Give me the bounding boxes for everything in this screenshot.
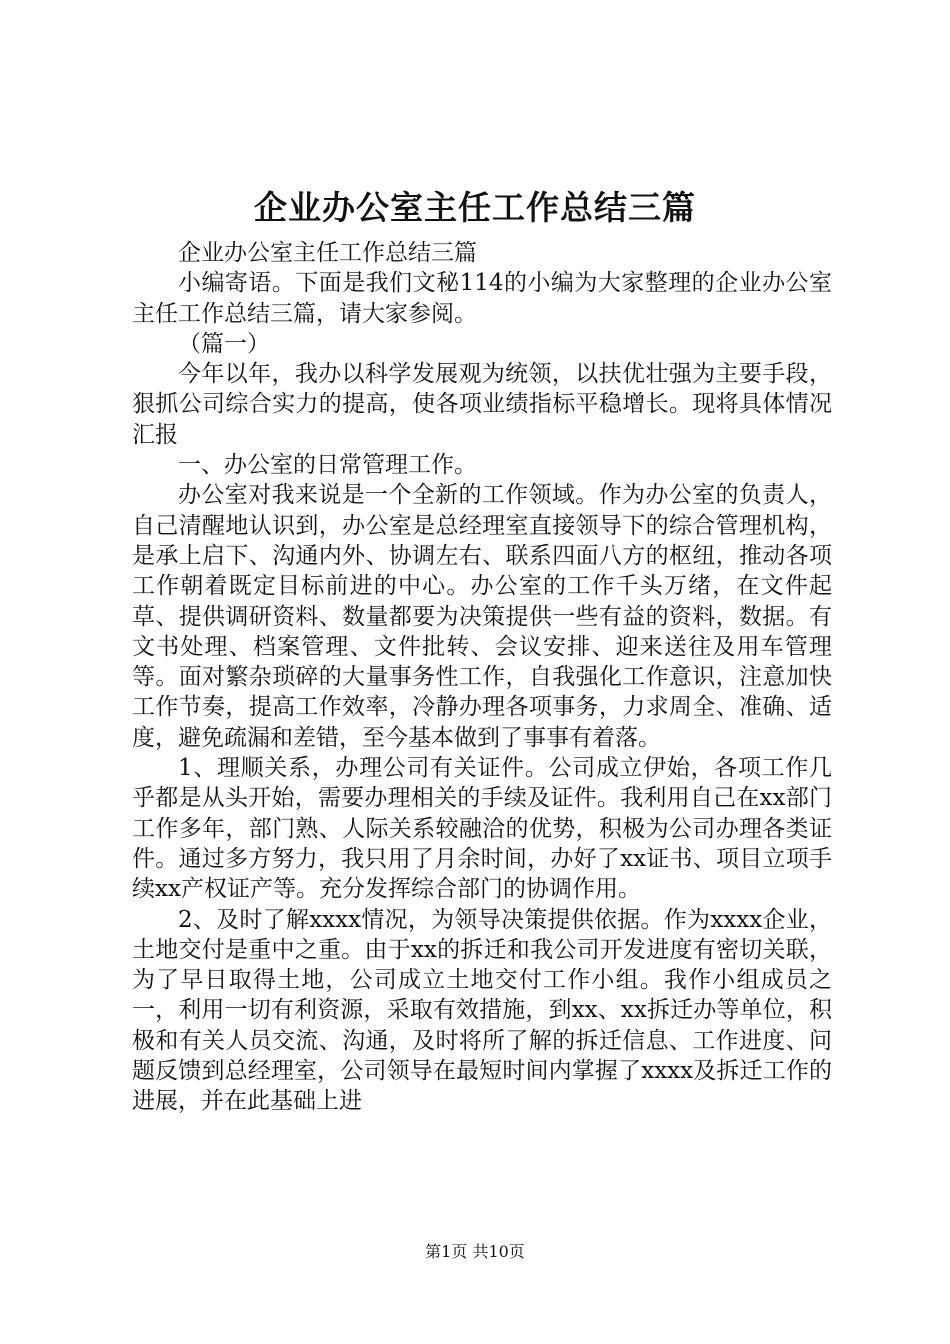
paragraph-intro: 今年以年，我办以科学发展观为统领，以扶优壮强为主要手段，狠抓公司综合实力的提高，使各项业绩指标平稳增长。现将具体情况汇报 — [132, 361, 832, 448]
paragraph-editor-note: 小编寄语。下面是我们文秘114的小编为大家整理的企业办公室主任工作总结三篇，请大家参阅。 — [132, 270, 832, 327]
paragraph-part-one-heading: （篇一） — [178, 330, 270, 357]
paragraph-subtitle: 企业办公室主任工作总结三篇 — [178, 240, 477, 266]
page-number: 第1页 共10页 — [425, 1242, 525, 1261]
document-title: 企业办公室主任工作总结三篇 — [254, 188, 696, 227]
paragraph-section-heading: 一、办公室的日常管理工作。 — [178, 452, 477, 479]
paragraph-office-duties: 办公室对我来说是一个全新的工作领域。作为办公室的负责人，自己清醒地认识到，办公室是总经理室直接领导下的综合管理机构，是承上启下、沟通内外、协调左右、联系四面八方的枢纽，推动各项工作朝着既定目标前进的中心。办公室的工作千头万绪，在文件起草、提供调研资料、数量都要为决策提供一些有益的资料，数据。有文书处理、档案管理、文件批转、会议安排、迎来送往及用车管理等。面对繁杂琐碎的大量事务性工作，自我强化工作意识，注意加快工作节奏，提高工作效率，冷静办理各项事务，力求周全、准确、适度，避免疏漏和差错，至今基本做到了事事有着落。 — [132, 482, 832, 751]
paragraph-item-1: 1、理顺关系，办理公司有关证件。公司成立伊始，各项工作几乎都是从头开始，需要办理相关的手续及证件。我利用自己在xx部门工作多年，部门熟、人际关系较融洽的优势，积极为公司办理各类证件。通过多方努力，我只用了月余时间，办好了xx证书、项目立项手续xx产权证产等。充分发挥综合部门的协调作用。 — [132, 755, 832, 903]
document-body — [132, 238, 832, 1117]
paragraph-item-2: 2、及时了解xxxx情况，为领导决策提供依据。作为xxxx企业，土地交付是重中之重。由于xx的拆迁和我公司开发进度有密切关联，为了早日取得土地，公司成立土地交付工作小组。我作小组成员之一，利用一切有利资源，采取有效措施，到xx、xx拆迁办等单位，积极和有关人员交流、沟通，及时将所了解的拆迁信息、工作进度、问题反馈到总经理室，公司领导在最短时间内掌握了xxxx及拆迁工作的进展，并在此基础上进 — [132, 906, 832, 1115]
